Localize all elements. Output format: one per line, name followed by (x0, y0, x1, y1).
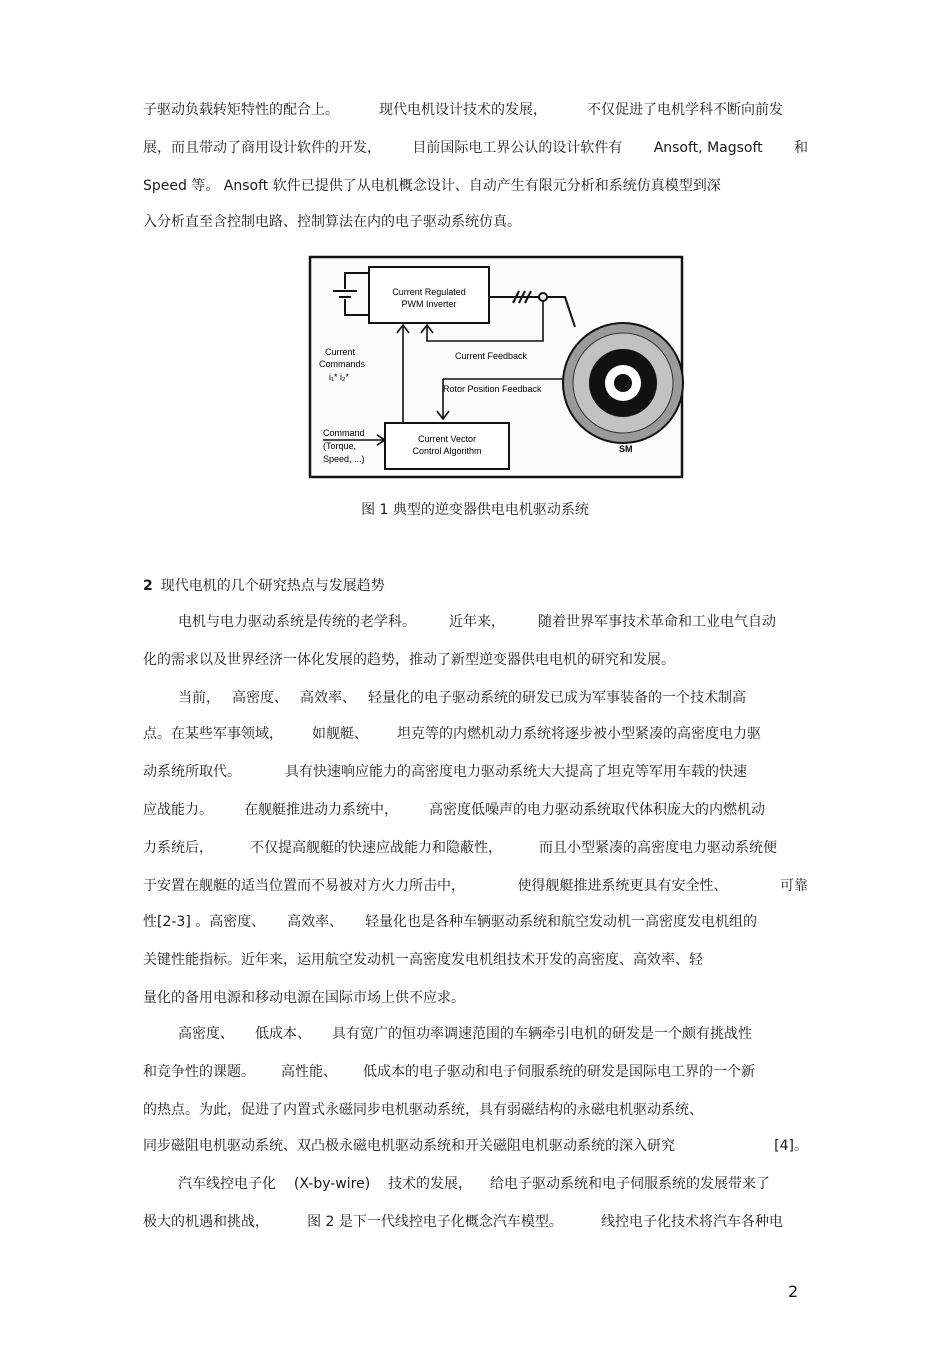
text-run: 具有快速响应能力的高密度电力驱动系统大大提高了坦克等军用车载的快速 (285, 764, 747, 780)
text-run: 高密度低噪声的电力驱动系统取代体积庞大的内燃机动 (429, 802, 765, 818)
text-run: 电机与电力驱动系统是传统的老学科。 (178, 614, 416, 630)
text-run: (X-by-wire) (293, 1176, 371, 1192)
body-line-11: 量化的备用电源和移动电源在国际市场上供不应求。 (143, 990, 465, 1006)
body-line-16 (178, 1174, 770, 1194)
vector-label-2: Control Algorithm (412, 446, 482, 456)
body-line-7 (143, 838, 777, 858)
text-run: 应战能力。 (143, 802, 213, 818)
command-label-3: Speed, ...) (323, 454, 365, 464)
body-line-1 (178, 612, 776, 632)
text-run: 不仅提高舰艇的快速应战能力和隐蔽性， (250, 840, 502, 856)
current-commands-label-1: Current (325, 347, 356, 357)
text-run: 高密度、 (178, 1026, 234, 1042)
current-commands-symbol: i₁* i₂* (329, 372, 350, 382)
text-run: 展，而且带动了商用设计软件的开发， (143, 140, 381, 156)
intro-line-4: 入分析直至含控制电路、控制算法在内的电子驱动系统仿真。 (143, 214, 521, 230)
vector-label-1: Current Vector (417, 434, 477, 444)
text-run: 轻量化的电子驱动系统的研发已成为军事装备的一个技术制高 (368, 690, 746, 706)
text-run: 极大的机遇和挑战， (143, 1214, 269, 1230)
text-run: 力系统后， (143, 840, 213, 856)
intro-line-2 (143, 138, 808, 158)
text-run: 使得舰艇推进系统更具有安全性、 (517, 878, 728, 894)
body-line-9 (143, 912, 757, 932)
command-label-2: (Torque, (323, 441, 357, 451)
text-run: 近年来， (449, 614, 505, 630)
text-run: 给电子驱动系统和电子伺服系统的发展带来了 (489, 1176, 770, 1192)
text-run: 性[2-3] 。高密度、 (143, 914, 266, 930)
text-run: 在舰艇推进动力系统中， (244, 802, 398, 818)
text-run: 于安置在舰艇的适当位置而不易被对方火力所击中， (143, 878, 465, 894)
text-run: 汽车线控电子化 (178, 1176, 276, 1192)
figure-1-block-diagram (303, 243, 703, 489)
text-run: 动系统所取代。 (143, 764, 241, 780)
text-run: [4]。 (774, 1138, 808, 1154)
page-number: 2 (788, 1282, 799, 1301)
text-run: 子驱动负载转矩特性的配合上。 (143, 102, 339, 118)
inverter-label-1: Current Regulated (392, 287, 466, 297)
text-run: 同步磁阻电机驱动系统、双凸极永磁电机驱动系统和开关磁阻电机驱动系统的深入研究 (143, 1138, 675, 1154)
text-run: 低成本、 (255, 1026, 311, 1042)
text-run: 点。在某些军事领域， (143, 726, 283, 742)
figure-caption: 图 1 典型的逆变器供电电机驱动系统 (361, 502, 589, 518)
body-line-8 (143, 876, 808, 896)
inverter-label-2: PWM Inverter (401, 299, 457, 309)
body-line-3 (178, 688, 758, 708)
text-run: 可靠 (780, 878, 808, 894)
text-run: 如舰艇、 (312, 726, 368, 742)
text-run: Ansoft, Magsoft (653, 140, 763, 156)
body-line-13 (143, 1062, 755, 1082)
rotor-feedback-label: Rotor Position Feedback (443, 384, 542, 394)
text-run: 技术的发展， (388, 1176, 473, 1192)
text-run: 高性能、 (281, 1064, 337, 1080)
current-feedback-label: Current Feedback (455, 351, 528, 361)
text-run: 高效率、 (287, 914, 344, 930)
text-run: 具有宽广的恒功率调速范围的车辆牵引电机的研发是一个颇有挑战性 (332, 1026, 752, 1042)
command-label-1: Command (323, 428, 365, 438)
body-line-10: 关键性能指标。近年来，运用航空发动机一高密度发电机组技术开发的高密度、高效率、轻 (143, 952, 703, 968)
text-run: 线控电子化技术将汽车各种电 (601, 1214, 783, 1230)
text-run: 现代电机设计技术的发展， (379, 102, 547, 118)
text-run: 轻量化也是各种车辆驱动系统和航空发动机一高密度发电机组的 (365, 914, 757, 930)
current-commands-label-2: Commands (319, 359, 366, 369)
body-line-14: 的热点。为此，促进了内置式永磁同步电机驱动系统，具有弱磁结构的永磁电机驱动系统、 (143, 1102, 703, 1118)
motor-icon (563, 323, 683, 443)
body-line-17 (143, 1212, 783, 1232)
body-line-4 (143, 724, 761, 744)
intro-line-1 (143, 100, 783, 120)
body-line-5 (143, 762, 747, 782)
text-run: 和竞争性的课题。 (143, 1064, 255, 1080)
text-run: 不仅促进了电机学科不断向前发 (587, 102, 783, 118)
body-line-12 (178, 1024, 752, 1044)
body-line-2: 化的需求以及世界经济一体化发展的趋势，推动了新型逆变器供电电机的研究和发展。 (143, 652, 675, 668)
text-run: 高效率、 (300, 690, 356, 706)
section-title: 现代电机的几个研究热点与发展趋势 (160, 578, 385, 594)
body-line-15 (143, 1136, 808, 1156)
text-run: 图 2 是下一代线控电子化概念汽车模型。 (307, 1214, 563, 1230)
text-run: 和 (794, 140, 808, 156)
text-run: 低成本的电子驱动和电子伺服系统的研发是国际电工界的一个新 (363, 1064, 755, 1080)
intro-line-3: Speed 等。 Ansoft 软件已提供了从电机概念设计、自动产生有限元分析和系统仿真模型到深 (143, 178, 721, 194)
text-run: 坦克等的内燃机动力系统将逐步被小型紧凑的高密度电力驱 (397, 726, 761, 742)
text-run: 随着世界军事技术革命和工业电气自动 (538, 614, 776, 630)
text-run: 目前国际电工界公认的设计软件有 (412, 140, 623, 156)
body-line-6 (143, 800, 765, 820)
text-run: 高密度、 (232, 690, 288, 706)
section-number: 2 (143, 578, 153, 594)
motor-label: SM (619, 444, 633, 454)
section-heading (143, 576, 808, 596)
text-run: 而且小型紧凑的高密度电力驱动系统便 (539, 840, 777, 856)
text-run: 当前， (178, 690, 220, 706)
